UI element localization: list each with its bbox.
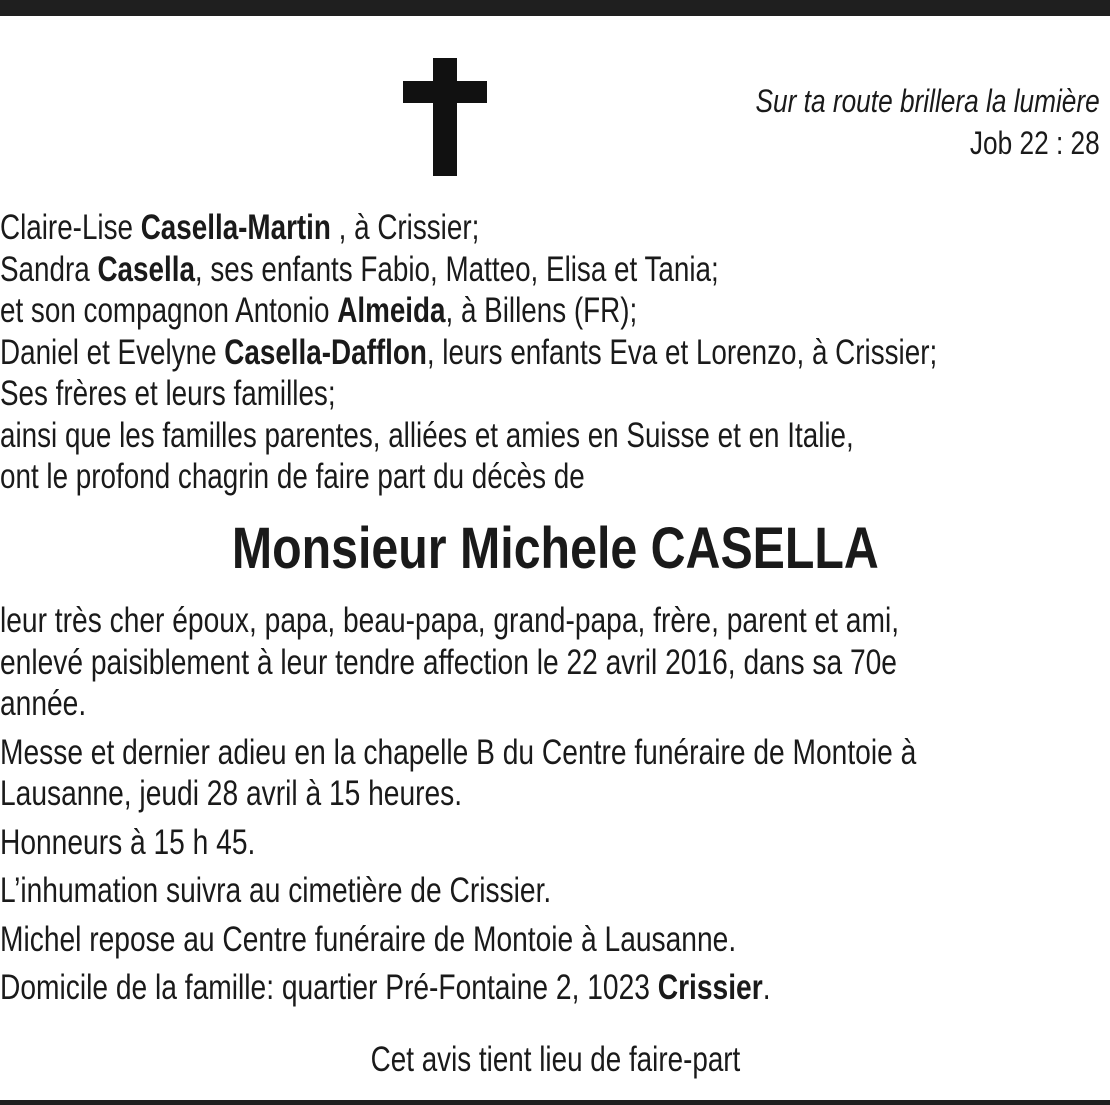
quote-text: Sur ta route brillera la lumière — [755, 83, 1100, 119]
rest-place-paragraph: Michel repose au Centre funéraire de Montoie à Lausanne. — [0, 919, 737, 959]
family-address-paragraph: Domicile de la famille: quartier Pré-Fontaine 2, 1023 Crissier. — [0, 968, 771, 1007]
deceased-name: Monsieur Michele CASELLA — [231, 516, 879, 581]
family-line: Sandra Casella, ses enfants Fabio, Matteo, Elisa et Tania; — [0, 249, 719, 289]
family-line: ont le profond chagrin de faire part du décès de — [0, 457, 585, 496]
family-line: Daniel et Evelyne Casella-Dafflon, leurs enfants Eva et Lorenzo, à Crissier; — [0, 332, 938, 372]
family-list — [0, 207, 1110, 498]
bible-quote — [756, 80, 1100, 164]
address-place: Crissier — [657, 968, 763, 1007]
announcement-body — [0, 600, 1110, 1016]
cross-icon — [403, 58, 487, 176]
footer-note: Cet avis tient lieu de faire-part — [370, 1040, 740, 1079]
tribute-paragraph: leur très cher époux, papa, beau-papa, grand-papa, frère, parent et ami, enlevé paisiblement à leur tendre affection le 22 avril 2016, dans sa 70e année. — [0, 601, 900, 723]
bottom-rule — [0, 1100, 1110, 1105]
family-surname: Almeida — [337, 291, 446, 330]
family-line: ainsi que les familles parentes, alliées et amies en Suisse et en Italie, — [0, 415, 854, 455]
top-rule — [0, 0, 1110, 16]
honours-paragraph: Honneurs à 15 h 45. — [0, 822, 256, 862]
family-surname: Casella — [97, 249, 195, 289]
burial-paragraph: L’inhumation suivra au cimetière de Crissier. — [0, 871, 552, 910]
family-line: et son compagnon Antonio Almeida, à Billens (FR); — [0, 291, 638, 330]
family-line: Claire-Lise Casella-Martin , à Crissier; — [0, 208, 480, 247]
family-surname: Casella-Martin — [140, 208, 331, 247]
family-line: Ses frères et leurs familles; — [0, 374, 336, 413]
service-paragraph: Messe et dernier adieu en la chapelle B du Centre funéraire de Montoie à Lausanne, jeudi 28 avril à 15 heures. — [0, 732, 917, 813]
quote-reference: Job 22 : 28 — [970, 125, 1100, 161]
family-surname: Casella-Dafflon — [224, 332, 427, 372]
